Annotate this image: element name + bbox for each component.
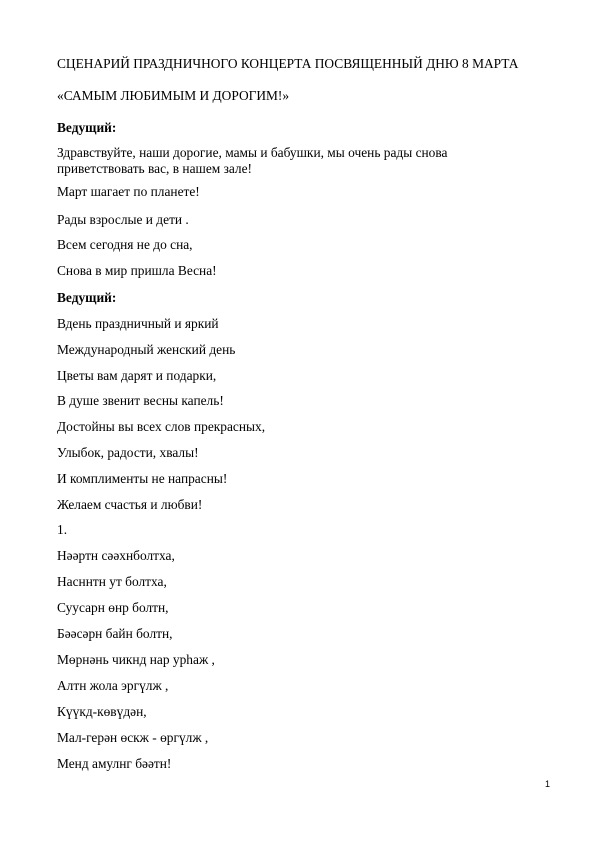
greeting-paragraph: Здравствуйте, наши дорогие, мамы и бабушки, мы очень рады снова приветствовать вас, в нашем зале!: [57, 145, 448, 176]
poem-line: Мал-герән өскж - өргүлж ,: [57, 730, 209, 745]
item-number: 1.: [57, 522, 68, 537]
poem-line: Вдень праздничный и яркий: [57, 316, 219, 331]
poem-line: Бәәсәрн байн болтн,: [57, 626, 173, 641]
poem-line: Насннтн ут болтха,: [57, 574, 167, 589]
speaker-label: Ведущий:: [57, 120, 117, 135]
poem-line: Снова в мир пришла Весна!: [57, 263, 217, 278]
poem-line: Күүкд-көвүдән,: [57, 704, 147, 719]
document-subtitle: «САМЫМ ЛЮБИМЫМ И ДОРОГИМ!»: [57, 88, 290, 103]
poem-line: И комплименты не напрасны!: [57, 471, 228, 486]
poem-line: Цветы вам дарят и подарки,: [57, 368, 217, 383]
page-number: 1: [544, 779, 550, 789]
poem-line: В душе звенит весны капель!: [57, 393, 224, 408]
poem-line: Рады взрослые и дети .: [57, 212, 189, 227]
poem-line: Менд амулнг бәәтн!: [57, 756, 172, 771]
poem-line: Достойны вы всех слов прекрасных,: [57, 419, 266, 434]
poem-line: Желаем счастья и любви!: [57, 497, 203, 512]
poem-line: Март шагает по планете!: [57, 184, 200, 199]
document-title: СЦЕНАРИЙ ПРАЗДНИЧНОГО КОНЦЕРТА ПОСВЯЩЕННЫЙ ДНЮ 8 МАРТА: [57, 56, 519, 71]
poem-line: Суусарн өнр болтн,: [57, 600, 169, 615]
poem-line: Мөрнәнь чикнд нар урһаж ,: [57, 652, 215, 667]
poem-line: Нәәртн сәәхнболтха,: [57, 548, 175, 563]
poem-line: Алтн жола эргүлж ,: [57, 678, 169, 693]
poem-line: Всем сегодня не до сна,: [57, 237, 193, 252]
poem-line: Улыбок, радости, хвалы!: [57, 445, 199, 460]
poem-line: Международный женский день: [57, 342, 236, 357]
speaker-label: Ведущий:: [57, 290, 117, 305]
